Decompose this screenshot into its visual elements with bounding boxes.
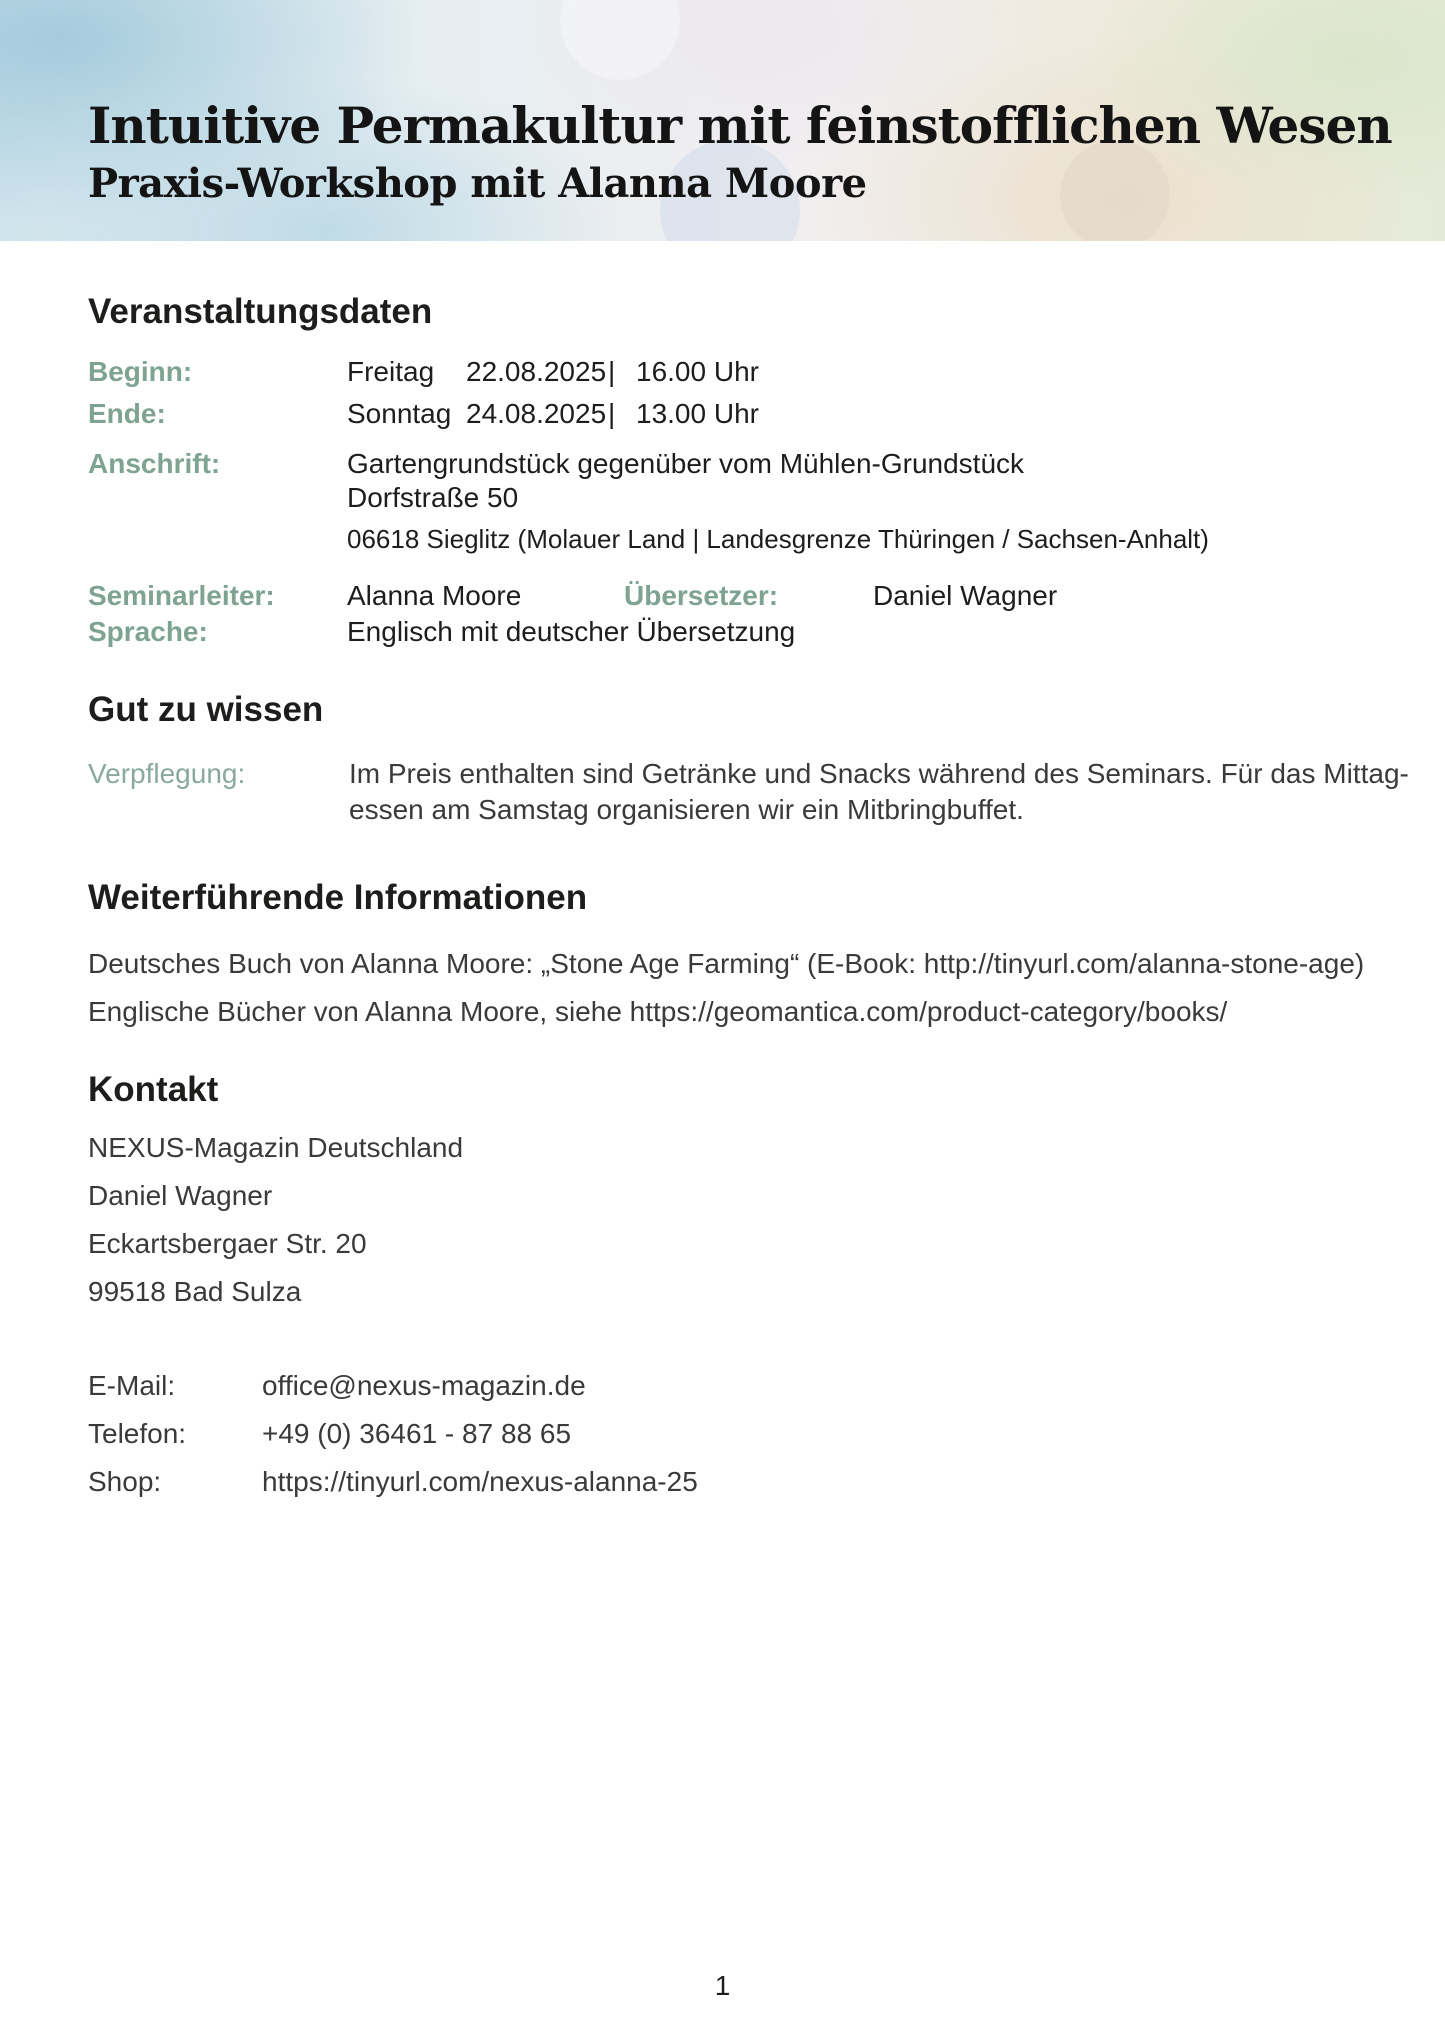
- phone-label: Telefon:: [88, 1418, 187, 1449]
- language-value: Englisch mit deutscher Übersetzung: [347, 616, 796, 647]
- translator-label: Übersetzer:: [624, 580, 779, 611]
- phone-value: +49 (0) 36461 - 87 88 65: [262, 1418, 572, 1449]
- end-separator: |: [608, 398, 616, 429]
- shop-label: Shop:: [88, 1466, 162, 1497]
- section-heading-contact: Kontakt: [88, 1070, 219, 1109]
- catering-text-line-2: essen am Samstag organisieren wir ein Mitbringbuffet.: [349, 794, 1024, 825]
- start-date: 22.08.2025: [466, 356, 607, 387]
- start-time: 16.00 Uhr: [636, 356, 759, 387]
- start-separator: |: [608, 356, 616, 387]
- page-number: 1: [714, 1970, 731, 2001]
- banner-decoration: [560, 0, 680, 80]
- contact-city: 99518 Bad Sulza: [88, 1276, 302, 1307]
- leader-label: Seminarleiter:: [88, 580, 275, 611]
- section-heading-event: Veranstaltungsdaten: [88, 292, 433, 331]
- shop-link[interactable]: https://tinyurl.com/nexus-alanna-25: [262, 1466, 698, 1497]
- address-line-2: Dorfstraße 50: [347, 482, 519, 513]
- catering-text-line-1: Im Preis enthalten sind Getränke und Snacks während des Seminars. Für das Mittag-: [349, 758, 1409, 789]
- email-value[interactable]: office@nexus-magazin.de: [262, 1370, 586, 1401]
- translator-value: Daniel Wagner: [873, 580, 1058, 611]
- header-banner: [0, 0, 1445, 241]
- further-info-line-1: Deutsches Buch von Alanna Moore: „Stone Age Farming“ (E-Book: http://tinyurl.com/alanna-stone-age): [88, 948, 1365, 979]
- page-subtitle: Praxis-Workshop mit Alanna Moore: [88, 160, 867, 207]
- start-day: Freitag: [347, 356, 435, 387]
- end-date: 24.08.2025: [466, 398, 607, 429]
- address-line-1: Gartengrundstück gegenüber vom Mühlen-Grundstück: [347, 448, 1025, 479]
- end-day: Sonntag: [347, 398, 452, 429]
- email-label: E-Mail:: [88, 1370, 176, 1401]
- catering-label: Verpflegung:: [88, 758, 246, 789]
- address-line-3: 06618 Sieglitz (Molauer Land | Landesgrenze Thüringen / Sachsen-Anhalt): [347, 524, 1209, 554]
- contact-street: Eckartsbergaer Str. 20: [88, 1228, 367, 1259]
- contact-name: Daniel Wagner: [88, 1180, 273, 1211]
- page-title: Intuitive Permakultur mit feinstofflichen Wesen: [88, 96, 1392, 155]
- section-heading-further-info: Weiterführende Informationen: [88, 878, 588, 917]
- end-time: 13.00 Uhr: [636, 398, 759, 429]
- start-label: Beginn:: [88, 356, 193, 387]
- contact-org: NEXUS-Magazin Deutschland: [88, 1132, 464, 1163]
- address-label: Anschrift:: [88, 448, 221, 479]
- further-info-line-2: Englische Bücher von Alanna Moore, siehe https://geomantica.com/product-category/books/: [88, 996, 1228, 1027]
- end-label: Ende:: [88, 398, 166, 429]
- language-label: Sprache:: [88, 616, 208, 647]
- section-heading-good-to-know: Gut zu wissen: [88, 690, 324, 729]
- leader-value: Alanna Moore: [347, 580, 522, 611]
